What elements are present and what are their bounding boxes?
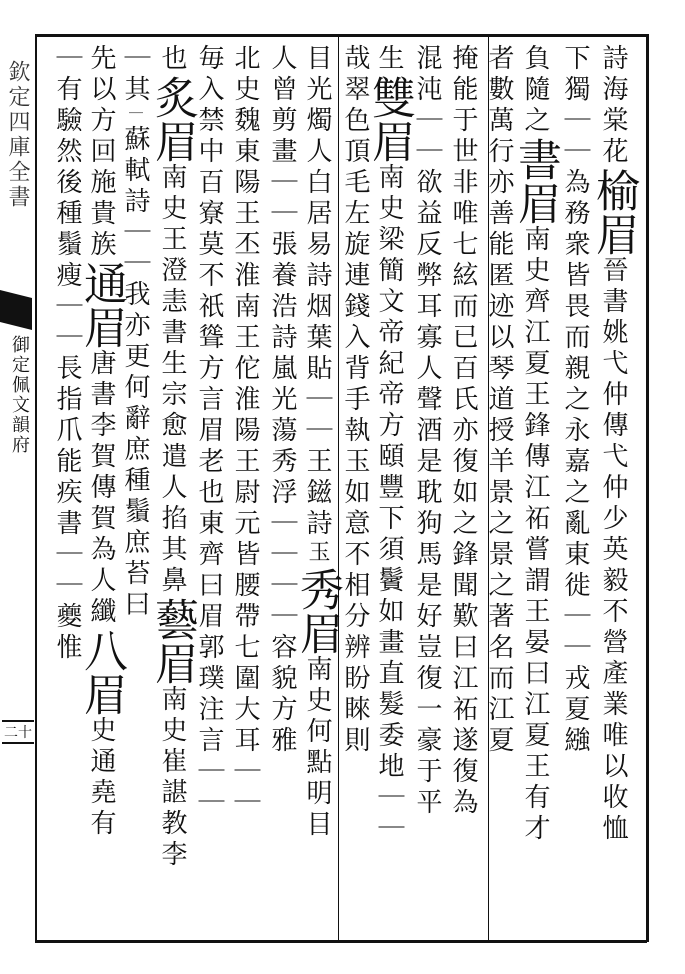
margin-title: 欽定四庫全書 [5,60,30,210]
text-column-7 [364,44,415,845]
column-text: 下獨｜｜ [560,44,590,168]
column-text: 也 [157,44,187,75]
text-column-4 [482,44,516,757]
text-column-16 [50,44,84,664]
column-text: 庶種鬚庶苔曰 [120,435,150,621]
headword: 秀眉 [292,567,343,655]
column-text: 目光燭人白居易詩烟葉貼｜｜王鎡詩 [302,44,332,540]
headword: 炙眉 [147,75,198,163]
frame-bottom-rule [35,940,647,943]
text-column-2 [558,44,592,757]
column-text: ｜｜夔惟 [52,540,82,664]
text-column-3 [510,44,561,845]
headword: 藝眉 [147,597,198,685]
column-text: 南史王澄恚書生宗愈遣人掐其鼻 [157,163,187,597]
text-column-6 [410,44,444,819]
column-text: ｜｜容貌方雅 [267,571,297,757]
column-text: 掩能于世非唯七絃而已百氏亦復如之鋒聞歎曰江祏遂復為 [448,44,478,819]
column-text: 為務衆皆畏而親之永嘉之亂東徙｜｜戎夏繈 [560,168,590,757]
column-text: ｜有驗然後種鬚 [52,44,82,261]
text-column-15 [76,44,127,840]
column-text: 生 [374,44,404,75]
text-column-5 [446,44,480,819]
text-column-8 [338,44,372,757]
column-text: 混沌｜｜欲益反弊耳寡人聲酒是耽狗馬是好豈復一豪于平 [412,44,442,819]
column-text: 南史崔諶教李 [157,685,187,871]
column-text: 翠色頂毛左旋連錢入背手執玉如意不相分辨盼睞則 [340,75,370,757]
column-text: 者數萬 [484,44,514,137]
text-column-10 [265,44,299,757]
column-text: 行亦善能匿迹以琴道授羊景之景之著名而江夏 [484,137,514,757]
frame-top-rule [35,34,647,37]
column-text: 先以方回施貴族 [86,44,116,261]
column-text: 唐書李賀傳賀為人纖 [86,349,116,628]
page-number: 二十 [2,720,34,744]
column-text: 人曾剪畫｜｜張養浩詩嵐光蕩秀浮｜｜ [267,44,297,571]
text-column-1 [588,44,639,845]
column-text: 玉 [305,540,330,567]
column-text: 負隨之 [520,44,550,137]
headword: 書眉 [510,137,561,225]
frame-left-rule [35,34,37,942]
column-text: 北史魏東陽王丕淮南王佗淮陽王尉元皆腰帶七圍大耳｜｜ [230,44,260,819]
headword: 榆眉 [588,168,639,256]
text-column-13 [147,44,198,871]
column-text: 南史何點明目 [302,655,332,841]
text-column-9 [292,44,343,841]
column-text: 毎入禁中百寮莫不祇聳方言眉老也東齊曰眉郭璞注言｜｜ [194,44,224,819]
column-text: ｜其 [120,44,150,106]
column-text: 瘦｜｜長指爪能疾書 [52,261,82,540]
column-text: 史通堯有 [86,716,116,840]
column-text: 晉書姚弋仲傳弋仲少英毅不營產業唯以收恤 [598,256,628,845]
headword: 八眉 [76,628,127,716]
column-text: 詩海棠花 [598,44,628,168]
column-text: 南史齊江夏王鋒傳江祏嘗謂王晏曰江夏王有才 [520,225,550,845]
headword: 雙眉 [364,75,415,163]
column-text: 哉 [340,44,370,75]
column-text: 南史梁簡文帝紀帝方頤豐下須鬢如畫直髮委地｜｜ [374,163,404,845]
column-text: ｜ [127,106,143,125]
headword: 通眉 [76,261,127,349]
frame-right-rule [646,34,649,942]
margin-fishtail-mark [0,290,32,330]
column-text: 蘇軾詩｜｜我亦更何辭 [120,125,150,435]
margin-book-title: 御定佩文韻府 [9,335,30,455]
text-column-11 [228,44,262,819]
